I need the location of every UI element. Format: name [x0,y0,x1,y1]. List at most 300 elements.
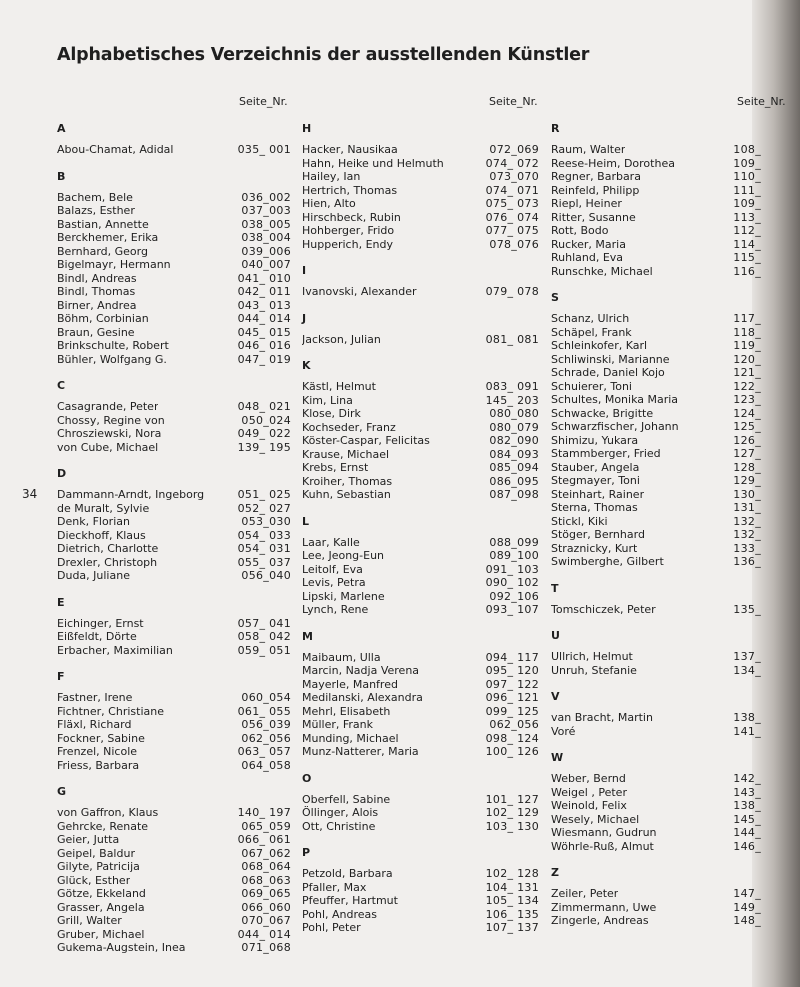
artist-entry [551,501,761,515]
page-reference: 066_ 061 [237,833,291,846]
artist-name: Pohl, Andreas [302,907,377,921]
artist-entry [57,732,291,746]
artist-entry [551,326,761,340]
page-reference: 089_100 [489,549,539,562]
artist-name: Wesely, Michael [551,812,640,826]
artist-name: Rott, Bodo [551,224,609,237]
artist-entry [551,380,761,394]
page-reference: 144_ [733,826,761,839]
page-reference: 134_ [733,663,761,677]
artist-entry [551,143,761,157]
artist-entry [302,664,539,678]
artist-entry [551,353,761,367]
artist-entry [302,718,539,732]
artist-entry [551,407,761,421]
page-reference: 065_059 [241,819,291,833]
artist-entry [302,894,539,908]
artist-entry [57,914,291,928]
artist-entry [57,542,291,556]
page-reference: 035_ 001 [237,143,291,156]
page-number: 34 [22,487,38,501]
artist-name: Laar, Kalle [302,535,360,549]
page-reference: 109_ [733,197,761,210]
page-reference: 113_ [733,210,761,224]
artist-entry [551,650,761,664]
artist-entry [551,603,761,617]
artist-name: Weinold, Felix [551,799,627,812]
page-reference: 078_076 [489,237,539,251]
index-section [302,312,539,347]
artist-name: von Gaffron, Klaus [57,806,159,819]
page-reference: 117_ [733,312,761,325]
page-reference: 102_ 129 [485,806,539,819]
artist-entry [551,434,761,448]
artist-name: Balazs, Esther [57,204,135,217]
artist-name: Müller, Frank [302,718,373,731]
artist-name: Krebs, Ernst [302,461,369,474]
artist-name: Hailey, Ian [302,170,361,183]
page-reference: 048_ 021 [237,400,291,413]
artist-entry [57,414,291,428]
artist-entry [302,488,539,502]
page-reference: 145_ [733,812,761,826]
index-section [551,751,761,853]
page-reference: 109_ [733,156,761,170]
artist-name: Berckhemer, Erika [57,231,159,244]
artist-name: Raum, Walter [551,143,626,156]
section-letter: V [551,690,560,703]
artist-entry [302,908,539,922]
page-reference: 079_ 078 [485,285,539,298]
page-reference: 103_ 130 [485,819,539,833]
artist-entry [302,224,539,238]
page-reference: 090_ 102 [485,576,539,589]
artist-name: Regner, Barbara [551,170,641,183]
artist-name: Dietrich, Charlotte [57,542,159,555]
artist-entry [57,143,291,157]
section-letter: R [551,122,560,135]
artist-entry [302,421,539,435]
artist-name: Gruber, Michael [57,927,145,941]
artist-entry [551,799,761,813]
artist-name: Stammberger, Fried [551,447,661,460]
artist-entry [551,813,761,827]
artist-name: Zimmermann, Uwe [551,900,657,914]
artist-entry [57,941,291,955]
artist-entry [302,603,539,617]
artist-name: Ritter, Susanne [551,210,636,224]
artist-name: Lipski, Marlene [302,589,385,603]
page-reference: 096_ 121 [485,691,539,704]
artist-name: Schuierer, Toni [551,379,632,393]
artist-entry [302,549,539,563]
artist-entry [57,272,291,286]
page-reference: 066_060 [241,900,291,914]
artist-entry [57,326,291,340]
page-reference: 131_ [733,501,761,514]
artist-name: Wiesmann, Gudrun [551,826,657,839]
artist-entry [551,772,761,786]
artist-name: Öllinger, Alois [302,806,379,819]
page-reference: 054_ 033 [237,528,291,542]
index-section [551,582,761,617]
page-reference: 098_ 124 [485,731,539,745]
index-section [57,670,291,772]
artist-name: Mayerle, Manfred [302,677,398,691]
artist-name: Friess, Barbara [57,758,140,772]
artist-entry [302,407,539,421]
page-reference: 074_ 072 [485,156,539,170]
artist-name: Bühler, Wolfgang G. [57,352,167,366]
artist-name: Jackson, Julian [302,332,381,346]
artist-name: Köster-Caspar, Felicitas [302,434,430,447]
page-reference: 075_ 073 [485,197,539,210]
artist-entry [57,258,291,272]
page-reference: 146_ [733,839,761,853]
section-letter: B [57,169,66,183]
artist-name: Bindl, Andreas [57,271,137,285]
artist-entry [302,651,539,665]
artist-name: Hien, Alto [302,197,356,210]
index-section [302,846,539,935]
artist-entry [302,806,539,820]
page-reference: 132_ [733,528,761,541]
index-section [302,630,539,759]
page-reference: 068_063 [241,873,291,887]
artist-name: Grill, Walter [57,914,122,927]
page-reference: 130_ [733,487,761,501]
index-section [57,379,291,454]
artist-name: Eißfeldt, Dörte [57,630,137,643]
page-reference: 036_002 [241,190,291,204]
page-reference: 122_ [733,379,761,393]
artist-name: Shimizu, Yukara [551,433,639,447]
page-reference: 118_ [733,325,761,339]
artist-name: Stauber, Angela [551,460,640,474]
artist-entry [57,245,291,259]
artist-entry [551,826,761,840]
page-reference: 124_ [733,406,761,420]
page-reference: 100_ 126 [485,745,539,758]
artist-entry [302,563,539,577]
page-reference: 135_ [733,602,761,616]
artist-entry [551,265,761,279]
artist-name: Riepl, Heiner [551,197,622,210]
page-reference: 129_ [733,474,761,487]
artist-name: Lynch, Rene [302,603,369,616]
index-section [551,122,761,278]
page-reference: 054_ 031 [237,542,291,555]
artist-name: Reinfeld, Philipp [551,183,640,197]
artist-entry [57,353,291,367]
artist-name: Swimberghe, Gilbert [551,555,664,568]
artist-name: Dieckhoff, Klaus [57,528,146,542]
artist-entry [57,569,291,583]
index-section [57,170,291,367]
artist-entry [551,901,761,915]
page-reference: 041_ 010 [237,271,291,285]
section-letter: U [551,629,560,642]
index-section [551,291,761,569]
column-header-page-number: Seite_Nr. [239,95,288,108]
page-reference: 044_ 014 [237,927,291,941]
artist-entry [551,840,761,854]
page-reference: 069_065 [241,887,291,900]
page-reference: 108_ [733,143,761,156]
page-reference: 140_ 197 [237,806,291,819]
artist-name: Geier, Jutta [57,833,120,846]
artist-entry [551,211,761,225]
section-letter: K [302,359,311,372]
page-reference: 038_005 [241,217,291,231]
page-reference: 067_062 [241,846,291,860]
section-letter: A [57,122,66,135]
page-reference: 081_ 081 [485,332,539,346]
page-title: Alphabetisches Verzeichnis der ausstellenden Künstler [57,45,590,65]
page-reference: 121_ [733,366,761,379]
artist-name: Klose, Dirk [302,407,361,420]
page-reference: 127_ [733,447,761,460]
artist-entry [57,556,291,570]
artist-name: Gehrcke, Renate [57,819,149,833]
artist-name: Schanz, Ulrich [551,312,630,325]
page-reference: 053_030 [241,515,291,528]
artist-entry [57,705,291,719]
page-reference: 063_ 057 [237,745,291,758]
artist-name: Chrosziewski, Nora [57,427,162,440]
artist-name: Lee, Jeong-Eun [302,549,385,562]
artist-name: Weber, Bernd [551,772,626,785]
artist-name: Zeiler, Peter [551,887,619,900]
artist-name: Braun, Gesine [57,325,135,339]
page-reference: 095_ 120 [485,664,539,677]
section-letter: L [302,514,310,528]
artist-name: Bachem, Bele [57,190,133,204]
index-section [57,467,291,583]
artist-name: Petzold, Barbara [302,867,393,880]
artist-name: Kuhn, Sebastian [302,488,391,501]
artist-name: Frenzel, Nicole [57,745,138,758]
artist-entry [57,427,291,441]
artist-name: Schwacke, Brigitte [551,406,654,420]
artist-entry [302,461,539,475]
column-sections [551,122,761,941]
page-reference: 105_ 134 [485,894,539,907]
artist-entry [551,251,761,265]
artist-name: Hahn, Heike und Helmuth [302,156,444,170]
artist-entry [57,806,291,820]
page-reference: 068_064 [241,860,291,873]
artist-entry [57,691,291,705]
artist-name: Glück, Esther [57,873,131,887]
artist-name: Munz-Natterer, Maria [302,745,419,758]
artist-name: Rucker, Maria [551,237,626,251]
artist-entry [302,170,539,184]
artist-name: van Bracht, Martin [551,711,653,724]
artist-name: Schliwinski, Marianne [551,352,670,366]
page-reference: 085_094 [489,461,539,474]
artist-entry [57,488,291,502]
page-reference: 136_ [733,555,761,568]
index-section [302,359,539,502]
artist-entry [551,224,761,238]
section-letter: H [302,122,312,135]
artist-entry [57,833,291,847]
artist-entry [551,461,761,475]
artist-entry [302,434,539,448]
page-reference: 046_ 016 [237,339,291,352]
artist-entry [302,184,539,198]
page-reference: 049_ 022 [237,427,291,440]
artist-name: Tomschiczek, Peter [551,602,656,616]
artist-entry [302,867,539,881]
artist-name: Drexler, Christoph [57,555,158,569]
index-section [551,629,761,677]
artist-name: Abou-Chamat, Adidal [57,143,174,156]
index-section [551,690,761,738]
artist-entry [57,339,291,353]
artist-entry [302,678,539,692]
page-reference: 080_080 [489,407,539,420]
artist-entry [551,339,761,353]
artist-name: Fichtner, Christiane [57,704,164,718]
column-sections [302,122,539,948]
page-reference: 126_ [733,433,761,447]
page-reference: 102_ 128 [485,867,539,880]
artist-entry [302,881,539,895]
page-reference: 149_ [733,900,761,914]
artist-name: Schultes, Monika Maria [551,393,679,406]
artist-entry [551,528,761,542]
page-reference: 143_ [733,785,761,799]
artist-name: Fläxl, Richard [57,718,132,731]
page-reference: 047_ 019 [237,352,291,366]
artist-name: Pohl, Peter [302,921,361,934]
artist-entry [302,732,539,746]
artist-entry [551,474,761,488]
index-section [551,866,761,928]
artist-entry [551,170,761,184]
artist-entry [57,231,291,245]
page-reference: 093_ 107 [485,603,539,616]
artist-name: Medilanski, Alexandra [302,691,423,704]
page-reference: 044_ 014 [237,312,291,325]
page-reference: 056_039 [241,718,291,731]
page-reference: 086_095 [489,474,539,488]
page-reference: 125_ [733,420,761,433]
artist-entry [302,238,539,252]
artist-entry [57,529,291,543]
artist-entry [57,502,291,516]
artist-name: Duda, Juliane [57,569,130,582]
page-reference: 112_ [733,224,761,237]
section-letter: F [57,670,65,683]
artist-name: Denk, Florian [57,515,130,528]
artist-name: Voré [551,724,576,738]
section-letter: P [302,846,311,859]
page-reference: 080_079 [489,420,539,434]
artist-name: Hirschbeck, Rubin [302,210,401,224]
page-reference: 071_068 [241,941,291,954]
page-reference: 072_069 [489,143,539,156]
artist-entry [302,475,539,489]
artist-name: Krause, Michael [302,447,390,461]
page-reference: 060_054 [241,691,291,704]
page-reference: 110_ [733,170,761,183]
artist-name: Hohberger, Frido [302,224,395,237]
artist-name: Runschke, Michael [551,264,653,278]
artist-entry [302,691,539,705]
page-reference: 132_ [733,514,761,528]
artist-entry [57,847,291,861]
page-reference: 058_ 042 [237,630,291,643]
artist-name: Bernhard, Georg [57,244,148,258]
artist-name: von Cube, Michael [57,440,159,454]
artist-entry [57,874,291,888]
page-reference: 142_ [733,772,761,785]
page-reference: 052_ 027 [237,501,291,515]
artist-name: Hacker, Nausikaa [302,143,398,156]
artist-name: Schäpel, Frank [551,325,632,339]
page-reference: 045_ 015 [237,325,291,339]
artist-name: Kästl, Helmut [302,380,376,393]
artist-entry [57,644,291,658]
artist-entry [551,914,761,928]
index-section [302,515,539,617]
page-reference: 037_003 [241,204,291,217]
artist-entry [302,536,539,550]
column-sections [57,122,291,968]
artist-name: Mehrl, Elisabeth [302,704,391,718]
artist-entry [551,197,761,211]
page-reference: 104_ 131 [485,880,539,894]
column-header-page-number: Seite_Nr. [489,95,538,108]
artist-entry [57,617,291,631]
artist-name: Ullrich, Helmut [551,650,633,663]
artist-name: Gukema-Augstein, Inea [57,941,186,954]
artist-name: Brinkschulte, Robert [57,339,169,352]
section-letter: C [57,379,66,392]
artist-entry [57,759,291,773]
page-reference: 116_ [733,264,761,278]
page-reference: 097_ 122 [485,677,539,691]
artist-name: Erbacher, Maximilian [57,643,173,657]
page-reference: 038_004 [241,231,291,244]
artist-entry [551,447,761,461]
artist-name: Unruh, Stefanie [551,663,637,677]
artist-entry [302,211,539,225]
page-reference: 137_ [733,650,761,663]
page-reference: 119_ [733,339,761,352]
page-reference: 133_ [733,541,761,555]
page-reference: 057_ 041 [237,616,291,630]
artist-entry [551,887,761,901]
page-reference: 070_067 [241,914,291,927]
page-reference: 128_ [733,460,761,474]
artist-name: Steinhart, Rainer [551,487,645,501]
artist-name: Birner, Andrea [57,298,137,312]
artist-name: Leitolf, Eva [302,562,363,576]
artist-name: de Muralt, Sylvie [57,501,150,515]
artist-name: Ott, Christine [302,819,376,833]
artist-entry [551,393,761,407]
artist-entry [551,420,761,434]
artist-entry [57,299,291,313]
artist-entry [302,705,539,719]
artist-entry [57,820,291,834]
artist-name: Schwarzfischer, Johann [551,420,679,433]
artist-entry [302,793,539,807]
